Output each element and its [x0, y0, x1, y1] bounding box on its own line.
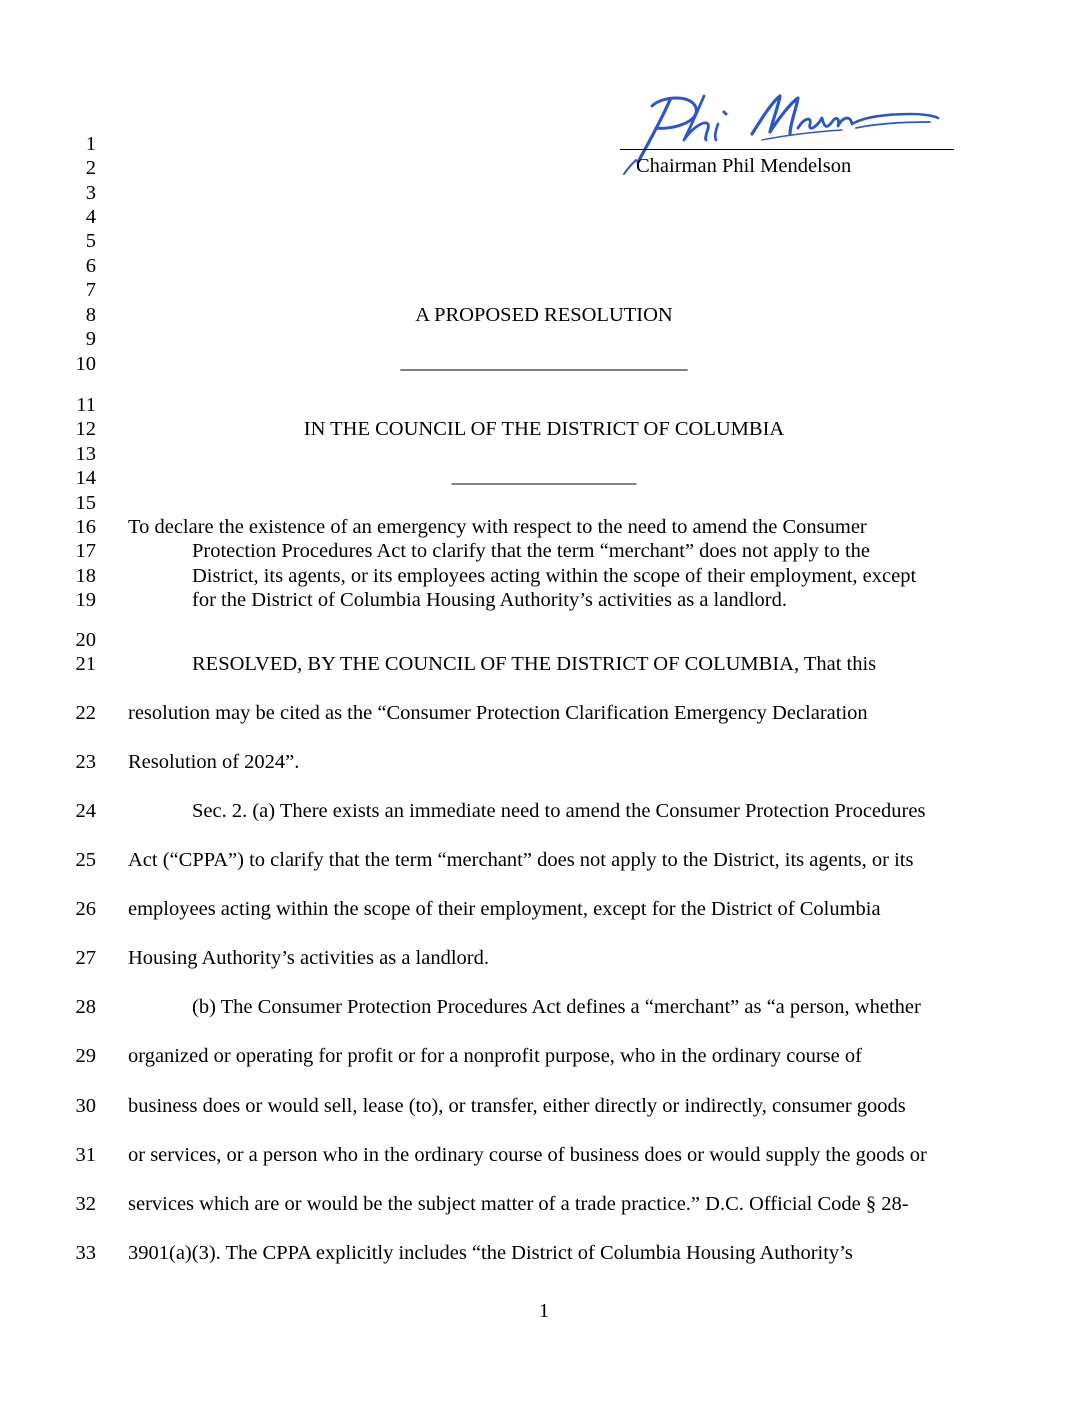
line-number: 18 — [75, 565, 96, 587]
body-line: (b) The Consumer Protection Procedures Act defines a “merchant” as “a person, whether — [192, 996, 921, 1018]
summary-line: To declare the existence of an emergency with respect to the need to amend the Consumer — [128, 516, 867, 538]
body-line: Act (“CPPA”) to clarify that the term “merchant” does not apply to the District, its agents, or its — [128, 849, 914, 871]
line-number: 30 — [75, 1095, 96, 1117]
line-number: 22 — [75, 702, 96, 724]
signer-name: Chairman Phil Mendelson — [636, 155, 852, 177]
line-number: 21 — [75, 653, 96, 675]
line-number: 33 — [75, 1242, 96, 1264]
line-number: 31 — [75, 1144, 96, 1166]
body-line: Resolution of 2024”. — [128, 751, 300, 773]
line-number: 15 — [75, 492, 96, 514]
council-rule: __________________ — [451, 465, 637, 487]
body-line: employees acting within the scope of their employment, except for the District of Columbia — [128, 898, 881, 920]
body-line: resolution may be cited as the “Consumer Protection Clarification Emergency Declaration — [128, 702, 868, 724]
body-line: Housing Authority’s activities as a landlord. — [128, 947, 489, 969]
line-number: 2 — [85, 157, 96, 179]
line-number: 29 — [75, 1045, 96, 1067]
line-number: 16 — [75, 516, 96, 538]
body-line: RESOLVED, BY THE COUNCIL OF THE DISTRICT OF COLUMBIA, That this — [192, 653, 877, 675]
line-number: 9 — [85, 328, 96, 350]
line-number: 24 — [75, 800, 96, 822]
body-line: Sec. 2. (a) There exists an immediate need to amend the Consumer Protection Procedures — [192, 800, 926, 822]
line-number: 10 — [75, 353, 96, 375]
line-number: 20 — [75, 629, 96, 651]
body-line: 3901(a)(3). The CPPA explicitly includes “the District of Columbia Housing Authority’s — [128, 1242, 853, 1264]
signature-line — [620, 149, 954, 150]
council-heading: IN THE COUNCIL OF THE DISTRICT OF COLUMBIA — [303, 418, 785, 440]
line-number: 25 — [75, 849, 96, 871]
body-line: or services, or a person who in the ordinary course of business does or would supply the goods or — [128, 1144, 927, 1166]
line-number: 17 — [75, 540, 96, 562]
resolution-title: A PROPOSED RESOLUTION — [415, 304, 673, 326]
line-number: 6 — [85, 255, 96, 277]
summary-line: Protection Procedures Act to clarify that the term “merchant” does not apply to the — [192, 540, 870, 562]
line-number: 4 — [85, 206, 96, 228]
line-number: 27 — [75, 947, 96, 969]
line-number: 12 — [75, 418, 96, 440]
line-number: 3 — [85, 182, 96, 204]
title-rule: ____________________________ — [400, 351, 688, 373]
page-number: 1 — [538, 1300, 550, 1322]
line-number: 5 — [85, 230, 96, 252]
body-line: services which are or would be the subject matter of a trade practice.” D.C. Official Code § 28- — [128, 1193, 909, 1215]
body-line: business does or would sell, lease (to), or transfer, either directly or indirectly, consumer goods — [128, 1095, 906, 1117]
line-number: 14 — [75, 467, 96, 489]
summary-line: for the District of Columbia Housing Authority’s activities as a landlord. — [192, 589, 787, 611]
line-number: 7 — [85, 279, 96, 301]
line-number: 26 — [75, 898, 96, 920]
line-number: 19 — [75, 589, 96, 611]
line-number: 11 — [76, 394, 96, 416]
body-line: organized or operating for profit or for a nonprofit purpose, who in the ordinary course of — [128, 1045, 862, 1067]
line-number: 28 — [75, 996, 96, 1018]
line-number: 1 — [85, 133, 96, 155]
summary-line: District, its agents, or its employees acting within the scope of their employment, except — [192, 565, 917, 587]
line-number: 23 — [75, 751, 96, 773]
line-number: 32 — [75, 1193, 96, 1215]
line-number: 13 — [75, 443, 96, 465]
line-number: 8 — [85, 304, 96, 326]
